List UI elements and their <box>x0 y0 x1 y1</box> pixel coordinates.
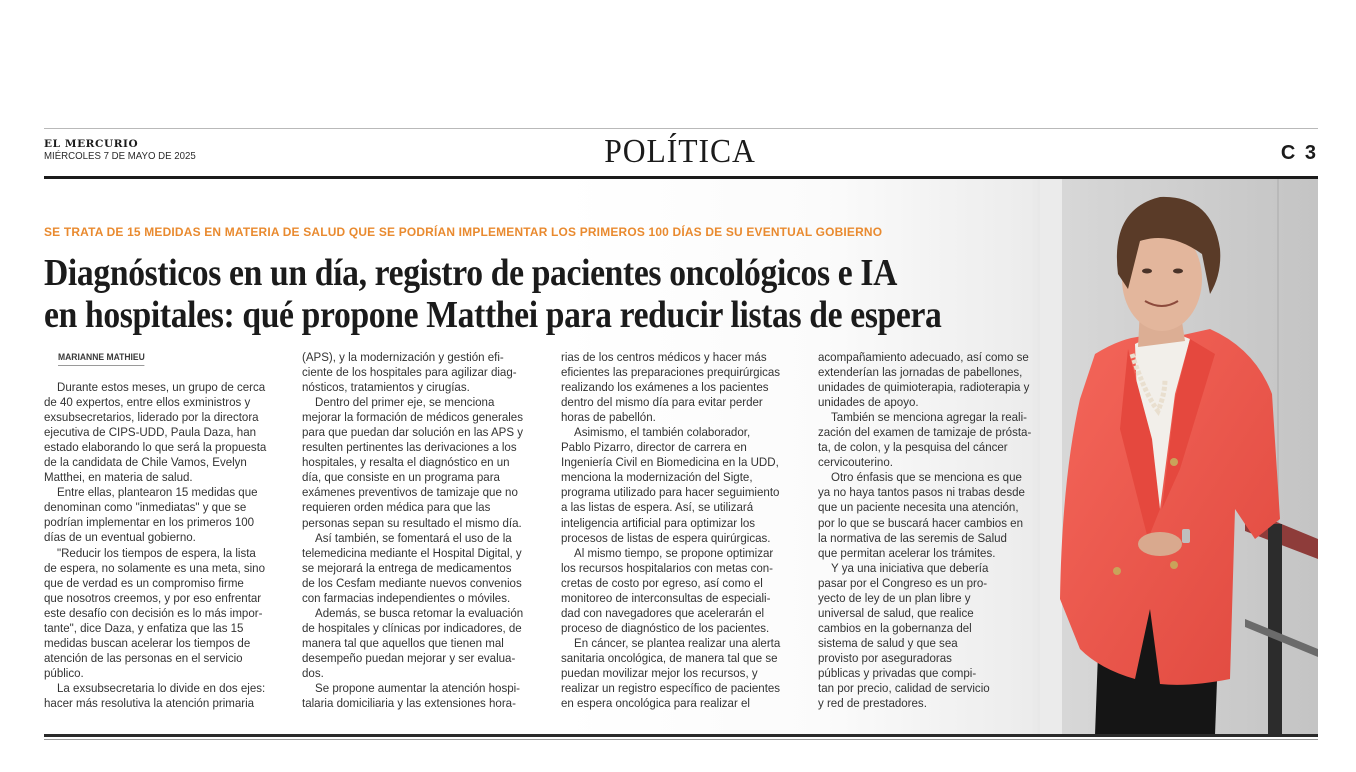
article-text-line: En cáncer, se plantea realizar una alerta <box>574 635 781 650</box>
bottom-rule-thin <box>44 739 1318 740</box>
publication-date: MIÉRCOLES 7 DE MAYO DE 2025 <box>44 150 196 162</box>
article-text-line: de hospitales y clínicas por indicadores, de <box>302 620 522 635</box>
article-text-line: Se propone aumentar la atención hospi- <box>315 681 521 696</box>
article-text-line: y red de prestadores. <box>818 696 927 711</box>
article-headline <box>44 252 942 336</box>
article-text-line: sistema de salud y que sea <box>818 635 958 650</box>
article-text-line: rias de los centros médicos y hacer más <box>561 350 767 364</box>
article-text-line: También se menciona agregar la reali- <box>831 410 1028 425</box>
article-text-line: cretas de costo por egreso, así como el <box>561 575 763 590</box>
article-text-line: Y ya una iniciativa que debería <box>831 560 989 575</box>
article-text-line: exámenes preventivos de tamizaje que no <box>302 485 518 500</box>
article-text-line: públicas y privadas que compi- <box>818 665 977 680</box>
article-text-line: personas sepan su resultado el mismo día. <box>302 515 522 530</box>
article-text-line: hacer más resolutiva la atención primaria <box>44 695 255 710</box>
article-text-line: requieren orden médica para que las <box>302 500 491 515</box>
article-text-line: la normativa de las seremis de Salud <box>818 530 1007 545</box>
headline-line: Diagnósticos en un día, registro de pacientes oncológicos e IA <box>44 252 898 294</box>
article-column-4 <box>818 350 1080 711</box>
top-rule <box>44 128 1318 129</box>
article-text-line: tan por precio, calidad de servicio <box>818 681 990 696</box>
article-text-line: monitoreo de interconsultas de especiali- <box>561 590 771 605</box>
article-text-line: nósticos, tratamientos y cirugías. <box>302 380 470 395</box>
article-text-line: Entre ellas, plantearon 15 medidas que <box>57 485 258 500</box>
portrait-photo <box>1040 179 1318 735</box>
article-text-line: cambios en la gobernanza del <box>818 620 972 635</box>
article-text-line: provisto por aseguradoras <box>818 650 952 665</box>
article-text-line: realizando los exámenes a los pacientes <box>561 380 769 395</box>
article-text-line: ya no haya tantos pasos ni trabas desde <box>818 485 1025 500</box>
article-text-line: mejorar la formación de médicos generales <box>302 410 523 425</box>
article-text-line: "Reducir los tiempos de espera, la lista <box>57 545 256 560</box>
article-kicker: SE TRATA DE 15 MEDIDAS EN MATERIA DE SALUD QUE SE PODRÍAN IMPLEMENTAR LOS PRIMEROS 100 DÍAS DE SU EVENTUAL GOBIERNO <box>44 225 883 239</box>
article-text-line: por lo que se buscará hacer cambios en <box>818 515 1023 530</box>
article-text-line: La exsubsecretaria lo divide en dos ejes: <box>57 680 266 695</box>
article-text-line: unidades de apoyo. <box>818 395 919 410</box>
article-text-line: atención de las personas en el servicio <box>44 650 243 665</box>
article-text-line: eficientes las preparaciones prequirúrgicas <box>561 365 781 380</box>
article-text-line: estado elaborando lo que será la propuesta <box>44 440 267 455</box>
article-text-line: ejecutiva de CIPS-UDD, Paula Daza, han <box>44 425 257 440</box>
article-text-line: zación del examen de tamizaje de prósta- <box>818 425 1032 440</box>
article-text-line: universal de salud, que realice <box>818 605 974 620</box>
article-text-line: dos. <box>302 665 324 680</box>
article-text-line: día, que consiste en un programa para <box>302 470 500 485</box>
article-text-line: ta, de colon, y la pesquisa del cáncer <box>818 440 1008 455</box>
newspaper-name: EL MERCURIO <box>44 138 139 150</box>
article-text-line: talaria domiciliaria y las extensiones hora- <box>302 696 516 711</box>
article-text-line: que permitan acelerar los trámites. <box>818 545 996 560</box>
article-text-line: podrían implementar en los primeros 100 <box>44 515 255 530</box>
article-text-line: telemedicina mediante el Hospital Digital, y <box>302 545 522 560</box>
article-text-line: Ingeniería Civil en Biomedicina en la UDD, <box>561 455 779 470</box>
article-text-line: Asimismo, el también colaborador, <box>574 425 751 440</box>
article-text-line: pasar por el Congreso es un pro- <box>818 575 988 590</box>
article-text-line: programa utilizado para hacer seguimiento <box>561 485 780 500</box>
article-text-line: para que puedan dar solución en las APS y <box>302 425 524 440</box>
article-text-line: realizar un registro específico de pacientes <box>561 681 781 696</box>
article-text-line: de espera, no solamente es una meta, sino <box>44 560 266 575</box>
article-column-3 <box>561 350 823 711</box>
article-text-line: público. <box>44 665 84 680</box>
article-text-line: de la candidata de Chile Vamos, Evelyn <box>44 455 247 470</box>
article-text-line: exsubsecretarios, liderado por la directora <box>44 410 259 425</box>
article-text-line: hospitales, y resalta el diagnóstico en un <box>302 455 510 470</box>
article-text-line: dad con navegadores que acelerarán el <box>561 605 765 620</box>
article-text-line: proceso de diagnóstico de los pacientes. <box>561 620 770 635</box>
article-text-line: Así también, se fomentará el uso de la <box>315 530 512 545</box>
article-column-1 <box>44 380 306 711</box>
article-text-line: unidades de quimioterapia, radioterapia y <box>818 380 1030 395</box>
article-text-line: horas de pabellón. <box>561 410 656 425</box>
article-text-line: Matthei, en materia de salud. <box>44 470 193 485</box>
article-text-line: que de verdad es un compromiso firme <box>44 575 244 590</box>
article-text-line: cervicouterino. <box>818 455 893 470</box>
article-text-line: Además, se busca retomar la evaluación <box>315 605 524 620</box>
article-text-line: tante", dice Daza, y enfatiza que las 15 <box>44 620 244 635</box>
article-text-line: que nosotros creemos, y por eso enfrentar <box>44 590 262 605</box>
article-text-line: manera tal que aquellos que tienen mal <box>302 635 504 650</box>
article-text-line: Otro énfasis que se menciona es que <box>831 470 1022 485</box>
article-text-line: menciona la modernización del Sigte, <box>561 470 753 485</box>
article-text-line: de 40 expertos, entre ellos exministros y <box>44 395 251 410</box>
article-text-line: denominan como "inmediatas" y que se <box>44 500 247 515</box>
article-text-line: a las listas de espera. Así, se utilizará <box>561 500 754 515</box>
headline-line: en hospitales: qué propone Matthei para reducir listas de espera <box>44 294 942 336</box>
article-text-line: en espera oncológica para realizar el <box>561 696 750 711</box>
article-text-line: (APS), y la modernización y gestión efi- <box>302 350 504 364</box>
article-byline: MARIANNE MATHIEU <box>58 352 145 366</box>
article-text-line: ciente de los hospitales para agilizar diag- <box>302 365 517 380</box>
article-text-line: Al mismo tiempo, se propone optimizar <box>574 545 774 560</box>
page-number: C 3 <box>1280 142 1318 164</box>
article-text-line: puedan movilizar mejor los recursos, y <box>561 665 758 680</box>
article-text-line: Durante estos meses, un grupo de cerca <box>57 380 266 394</box>
article-text-line: se mejorará la entrega de medicamentos <box>302 560 512 575</box>
article-text-line: Pablo Pizarro, director de carrera en <box>561 440 747 455</box>
article-text-line: extenderían las jornadas de pabellones, <box>818 365 1023 380</box>
article-text-line: yecto de ley de un plan libre y <box>818 590 971 605</box>
article-text-line: resulten pertinentes las derivaciones a los <box>302 440 517 455</box>
article-text-line: inteligencia artificial para optimizar los <box>561 515 756 530</box>
article-text-line: sanitaria oncológica, de manera tal que se <box>561 650 778 665</box>
article-text-line: que un paciente necesita una atención, <box>818 500 1019 515</box>
article-column-2 <box>302 350 564 711</box>
article-text-line: este desafío con decisión es lo más impor- <box>44 605 263 620</box>
article-text-line: acompañamiento adecuado, así como se <box>818 350 1029 364</box>
article-text-line: días de un eventual gobierno. <box>44 530 196 545</box>
article-text-line: Dentro del primer eje, se menciona <box>315 395 495 410</box>
article-text-line: procesos de listas de espera quirúrgicas. <box>561 530 771 545</box>
article-text-line: de los Cesfam mediante nuevos convenios <box>302 575 522 590</box>
section-title: POLÍTICA <box>604 133 756 170</box>
article-text-line: desempeño puedan mejorar y ser evalua- <box>302 650 516 665</box>
article-text-line: los recursos hospitalarios con metas con- <box>561 560 773 575</box>
article-text-line: con farmacias independientes o móviles. <box>302 590 511 605</box>
article-text-line: medidas buscan acelerar los tiempos de <box>44 635 251 650</box>
bottom-rule <box>44 734 1318 737</box>
article-text-line: dentro del mismo día para evitar perder <box>561 395 763 410</box>
